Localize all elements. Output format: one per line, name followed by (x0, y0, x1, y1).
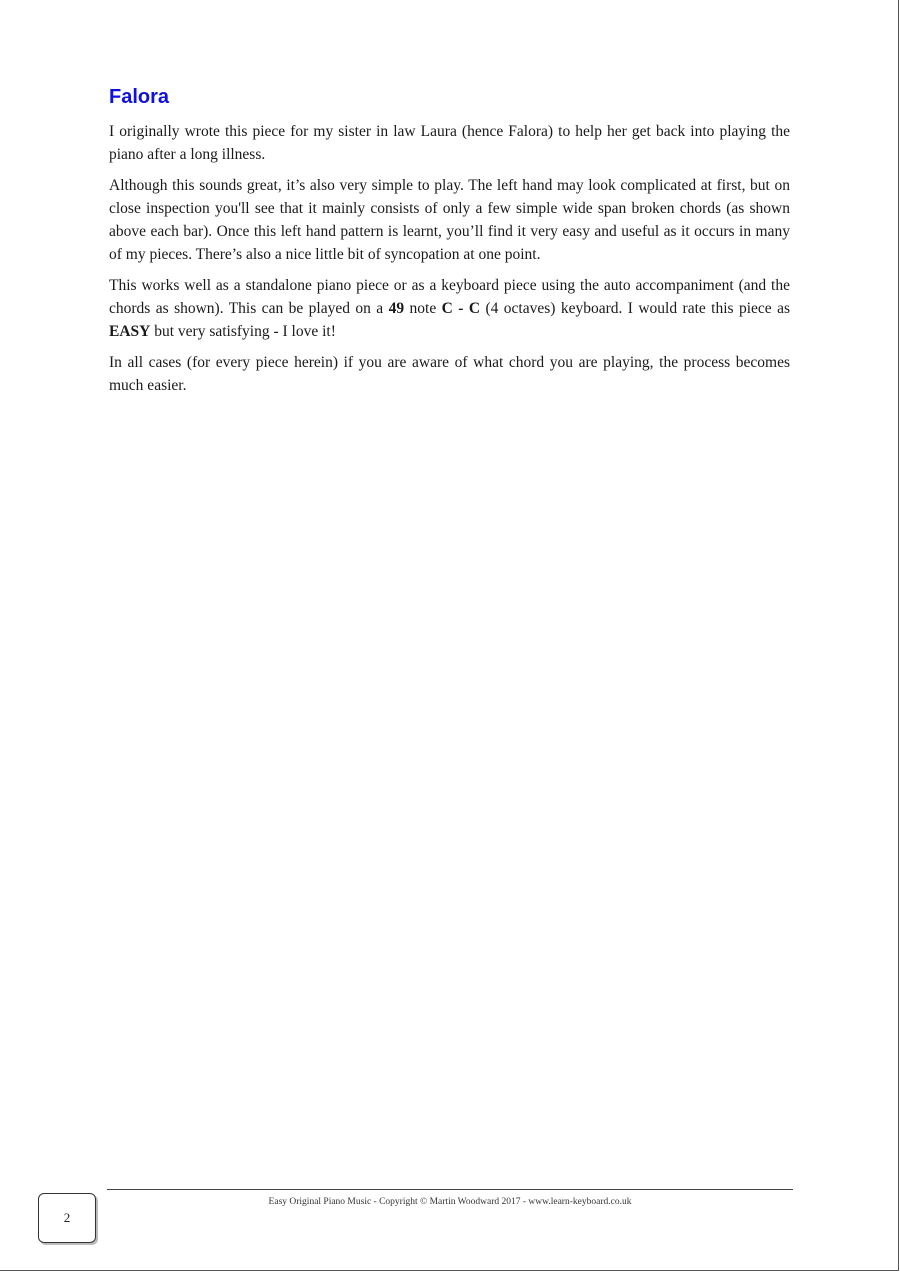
paragraph-keyboard (109, 274, 790, 343)
paragraph-description: Although this sounds great, it’s also very simple to play. The left hand may look complicated at first, but on close inspection you'll see that it mainly consists of only a few simple wide span broken chords (as shown above each bar). Once this left hand pattern is learnt, you’ll find it very easy and useful as it occurs in many of my pieces. There’s also a nice little bit of syncopation at one point. (109, 177, 790, 263)
paragraph-intro: I originally wrote this piece for my sister in law Laura (hence Falora) to help her get back into playing the piano after a long illness. (109, 123, 790, 163)
footer-copyright: Easy Original Piano Music - Copyright © Martin Woodward 2017 - www.learn-keyboard.co.uk (268, 1197, 632, 1207)
note-count: 49 (388, 300, 405, 317)
key-range: C - C (441, 300, 481, 317)
page-title: Falora (109, 86, 170, 108)
text-run: note (404, 300, 442, 317)
text-run: (4 octaves) keyboard. I would rate this piece as (480, 300, 791, 317)
paragraph-chords: In all cases (for every piece herein) if you are aware of what chord you are playing, the process becomes much easier. (109, 354, 790, 394)
difficulty-rating: EASY (109, 323, 151, 340)
document-body (109, 84, 790, 405)
page-number: 2 (63, 1210, 71, 1225)
footer-divider (107, 1189, 793, 1190)
text-run: but very satisfying - I love it! (150, 323, 336, 340)
text-run: This works well as a standalone piano piece or as a keyboard piece using the auto accompaniment (and the chords as shown). This can be played on a (109, 277, 790, 317)
page-number-box (38, 1193, 96, 1243)
